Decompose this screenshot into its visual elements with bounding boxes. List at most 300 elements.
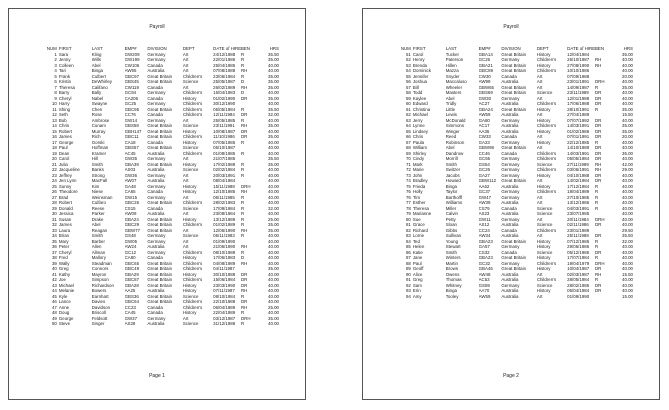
cell-hrs: 40.00: [268, 128, 279, 134]
cell-division: Australia: [147, 288, 165, 293]
cell-division: Germany: [501, 216, 520, 222]
cell-first-name: James: [58, 134, 72, 139]
cell-emp-number: AC53: [478, 277, 490, 282]
cell-ben: DR: [241, 134, 248, 139]
cell-date-of-hire: 12/10/1985: [213, 189, 236, 194]
cell-emp-number: GC26: [478, 57, 491, 62]
cell-dept: Children's: [536, 227, 557, 233]
cell-num: 43: [51, 282, 57, 288]
cell-emp-number: GW36: [124, 172, 138, 178]
cell-first-name: Kaylee: [412, 95, 427, 101]
cell-first-name: Edward: [412, 101, 428, 106]
cell-first-name: Joshua: [412, 79, 428, 84]
cell-dept: Art: [182, 84, 189, 90]
cell-date-of-hire: 23/11/1991: [213, 123, 235, 128]
cell-division: Great Britain: [501, 62, 527, 68]
cell-dept: Children's: [536, 68, 557, 73]
cell-date-of-hire: 11/10/1986: [213, 134, 235, 139]
cell-first-name: Brian: [58, 233, 70, 238]
cell-emp-number: GW05: [124, 238, 138, 244]
cell-emp-number: CC76: [124, 112, 136, 117]
cell-ben: DR: [595, 134, 602, 139]
cell-dept: Science: [182, 123, 199, 128]
cell-emp-number: GW11: [478, 216, 491, 222]
cell-dept: Science: [536, 90, 553, 95]
cell-hrs: 35.00: [268, 266, 279, 271]
cell-hrs: 40.00: [622, 222, 633, 227]
cell-hrs: 40.00: [268, 101, 279, 106]
cell-first-name: Seth: [58, 112, 68, 117]
cell-num: 75: [405, 183, 411, 189]
cell-emp-number: GS48: [124, 233, 136, 238]
cell-ben: R: [241, 321, 245, 326]
cell-emp-number: GBC26: [124, 200, 140, 205]
cell-last-name: Simpson: [91, 277, 109, 282]
cell-emp-number: CC24: [478, 227, 490, 233]
cell-division: Great Britain: [147, 123, 173, 128]
column-header-ben: BEN: [595, 46, 605, 51]
cell-first-name: Frank: [58, 73, 71, 79]
cell-dept: Art: [182, 57, 189, 62]
cell-division: Australia: [501, 112, 519, 117]
cell-ben: RH: [241, 123, 248, 128]
cell-first-name: Katie: [412, 249, 423, 255]
cell-first-name: Marianne: [412, 211, 432, 216]
cell-num: 79: [405, 211, 411, 216]
cell-first-name: Frieda: [412, 183, 426, 189]
cell-last-name: Abel: [445, 95, 455, 101]
cell-hrs: 40.00: [268, 189, 279, 194]
cell-last-name: Abel: [445, 145, 455, 150]
cell-hrs: 35.00: [268, 315, 279, 321]
cell-emp-number: GBA24: [124, 216, 139, 222]
cell-dept: History: [182, 288, 197, 293]
cell-num: 49: [51, 315, 57, 321]
cell-num: 54: [405, 68, 411, 73]
cell-last-name: Simmons: [445, 123, 465, 128]
cell-dept: Children's: [182, 112, 203, 117]
cell-date-of-hire: 05/12/1986: [567, 249, 590, 255]
cell-first-name: Tari: [58, 68, 66, 73]
cell-first-name: Christina: [412, 106, 431, 112]
cell-first-name: Brad: [58, 194, 69, 200]
cell-date-of-hire: 31/12/1988: [213, 321, 236, 326]
cell-hrs: 35.00: [622, 128, 633, 134]
cell-num: 88: [405, 260, 411, 266]
table-row: [34, 321, 279, 327]
cell-emp-number: GBS57: [124, 145, 139, 150]
cell-hrs: 40.00: [622, 249, 633, 255]
cell-hrs: 15.50: [622, 271, 633, 277]
cell-dept: Art: [182, 244, 189, 249]
cell-hrs: 40.00: [268, 194, 279, 200]
cell-num: 93: [405, 288, 411, 293]
cell-hrs: 40.00: [622, 244, 633, 249]
cell-emp-number: AW99: [478, 79, 491, 84]
cell-first-name: Lorrie: [412, 233, 425, 238]
cell-dept: Science: [536, 222, 553, 227]
cell-emp-number: AS03: [124, 167, 136, 172]
cell-dept: History: [536, 183, 551, 189]
cell-division: Canada: [147, 205, 163, 211]
cell-dept: Children's: [182, 101, 203, 106]
cell-num: 78: [405, 205, 411, 211]
cell-first-name: Sunny: [58, 183, 72, 189]
cell-dept: History: [182, 282, 197, 288]
cell-ben: R: [241, 194, 245, 200]
cell-date-of-hire: 13/12/1989: [213, 216, 236, 222]
cell-hrs: 35.00: [268, 95, 279, 101]
cell-ben: R: [595, 84, 599, 90]
cell-ben: D: [241, 79, 245, 84]
cell-hrs: 40.00: [622, 183, 633, 189]
cell-division: Germany: [147, 101, 166, 106]
cell-emp-number: AC45: [124, 150, 136, 156]
cell-first-name: Theresa: [412, 205, 429, 211]
cell-ben: RH: [241, 68, 248, 73]
cell-hrs: 35.00: [268, 57, 279, 62]
cell-ben: RH: [595, 271, 602, 277]
cell-division: Germany: [147, 315, 166, 321]
cell-division: Australia: [501, 271, 519, 277]
cell-emp-number: AW59: [478, 112, 491, 117]
cell-last-name: Maccaluso: [445, 79, 467, 84]
cell-last-name: Paterson: [445, 57, 464, 62]
cell-dept: History: [182, 189, 197, 194]
cell-ben: DR: [595, 101, 602, 106]
cell-dept: Art: [182, 178, 189, 183]
cell-emp-number: GC56: [478, 156, 491, 161]
cell-hrs: 35.00: [622, 51, 633, 57]
cell-first-name: Jennifer: [412, 73, 429, 79]
cell-last-name: Reagan: [91, 227, 108, 233]
cell-date-of-hire: 10/08/1987: [213, 128, 236, 134]
cell-ben: R: [241, 211, 245, 216]
cell-ben: R: [241, 293, 245, 299]
cell-hrs: 15.00: [622, 293, 633, 299]
cell-first-name: Dean: [58, 150, 70, 156]
cell-num: 86: [405, 249, 411, 255]
cell-num: 46: [51, 299, 57, 304]
cell-last-name: Smith: [445, 249, 457, 255]
cell-division: Great Britain: [147, 293, 173, 299]
cell-date-of-hire: 12/04/1984: [567, 51, 590, 57]
cell-date-of-hire: 01/09/1990: [213, 238, 236, 244]
page-title: Payroll: [149, 24, 165, 30]
cell-date-of-hire: 04/11/1987: [213, 266, 235, 271]
cell-first-name: Chris: [58, 123, 70, 128]
cell-last-name: Owens: [445, 271, 460, 277]
cell-division: Great Britain: [147, 216, 173, 222]
cell-first-name: Alice: [412, 271, 423, 277]
cell-last-name: Bartholff: [445, 194, 463, 200]
cell-ben: RH: [595, 161, 602, 167]
cell-dept: History: [536, 117, 551, 123]
cell-date-of-hire: 05/10/1987: [213, 145, 236, 150]
cell-dept: Art: [536, 73, 543, 79]
cell-num: 70: [405, 156, 411, 161]
column-header-hrs: HRS: [269, 46, 279, 51]
cell-first-name: Bradley: [412, 178, 428, 183]
cell-emp-number: AW95: [124, 68, 137, 73]
cell-first-name: John: [412, 172, 423, 178]
cell-division: Great Britain: [501, 238, 527, 244]
cell-num: 74: [405, 178, 411, 183]
cell-last-name: Murray: [91, 128, 106, 134]
cell-ben: R: [241, 233, 245, 238]
cell-emp-number: GBS69: [478, 90, 493, 95]
cell-num: 71: [405, 161, 411, 167]
cell-num: 50: [51, 321, 57, 326]
cell-emp-number: GW15: [124, 194, 138, 200]
cell-first-name: Melanie: [58, 288, 75, 293]
cell-last-name: Morrill: [445, 156, 458, 161]
cell-division: Germany: [501, 172, 520, 178]
cell-hrs: 40.00: [622, 139, 633, 145]
cell-first-name: William: [412, 145, 427, 150]
cell-ben: R: [241, 57, 245, 62]
cell-last-name: Hoffman: [91, 145, 109, 150]
cell-first-name: Jerry: [412, 117, 423, 123]
cell-first-name: Sam: [412, 282, 422, 288]
cell-ben: DR: [595, 128, 602, 134]
cell-last-name: Nabel: [91, 95, 104, 101]
cell-last-name: Parker: [91, 211, 105, 216]
cell-hrs: 35.00: [622, 123, 633, 128]
cell-dept: History: [182, 310, 197, 315]
cell-division: Great Britain: [147, 161, 173, 167]
column-header-dept: DEPT: [182, 46, 195, 51]
cell-ben: R: [241, 216, 245, 222]
cell-ben: R: [595, 189, 599, 194]
cell-date-of-hire: 01/02/1986: [567, 128, 590, 134]
cell-first-name: Sara: [58, 51, 69, 57]
cell-num: 67: [405, 139, 411, 145]
cell-first-name: Paul: [58, 145, 68, 150]
cell-hrs: 40.00: [268, 299, 279, 304]
table-body: [388, 52, 633, 300]
cell-ben: RH: [595, 167, 602, 172]
cell-hrs: 40.00: [622, 156, 633, 161]
cell-dept: Art: [536, 178, 543, 183]
cell-division: Great Britain: [501, 84, 527, 90]
cell-num: 76: [405, 194, 411, 200]
cell-ben: R: [241, 222, 245, 227]
table-row: [34, 167, 279, 173]
cell-ben: DRH: [595, 79, 605, 84]
cell-last-name: Gorski: [91, 139, 105, 145]
cell-date-of-hire: 07/09/1988: [567, 73, 590, 79]
cell-first-name: Carol: [58, 156, 70, 161]
cell-num: 9: [54, 95, 57, 101]
cell-ben: R: [241, 106, 245, 112]
cell-division: Germany: [147, 172, 166, 178]
cell-ben: DRH: [241, 183, 251, 189]
cell-hrs: 35.00: [268, 161, 279, 167]
cell-emp-number: CS79: [478, 205, 490, 211]
cell-ben: R: [595, 194, 599, 200]
cell-division: Canada: [147, 84, 163, 90]
cell-first-name: Brenda: [412, 62, 428, 68]
cell-first-name: Tim: [412, 194, 420, 200]
cell-date-of-hire: 01/02/1989: [213, 222, 236, 227]
cell-first-name: Henry: [412, 57, 425, 62]
column-header-dept: DEPT: [536, 46, 549, 51]
cell-date-of-hire: 02/02/1984: [213, 167, 236, 172]
cell-emp-number: GBA46: [478, 266, 493, 271]
cell-date-of-hire: 12/01/1988: [567, 95, 590, 101]
cell-ben: DR: [595, 145, 602, 150]
cell-date-of-hire: 25/04/1985: [213, 62, 236, 68]
cell-dept: History: [182, 161, 197, 167]
cell-dept: Children's: [182, 90, 203, 95]
cell-emp-number: AA62: [478, 183, 490, 189]
cell-num: 42: [51, 277, 57, 282]
cell-num: 91: [405, 277, 411, 282]
cell-emp-number: CW106: [124, 62, 140, 68]
cell-last-name: Hillen: [445, 62, 457, 68]
cell-ben: DR: [241, 128, 248, 134]
cell-date-of-hire: 23/11/1989: [567, 90, 589, 95]
cell-hrs: 40.00: [268, 249, 279, 255]
cell-first-name: Cheryl: [58, 95, 72, 101]
cell-date-of-hire: 07/05/1985: [213, 139, 236, 145]
cell-last-name: Kim: [91, 183, 100, 189]
cell-hrs: 35.50: [268, 51, 279, 57]
cell-hrs: 40.00: [268, 244, 279, 249]
cell-date-of-hire: 14/09/1987: [567, 84, 590, 90]
cell-date-of-hire: 06/04/1989: [213, 304, 236, 310]
cell-first-name: Jeffrey: [58, 172, 72, 178]
cell-hrs: 40.00: [268, 68, 279, 73]
cell-division: Canada: [147, 95, 163, 101]
cell-first-name: Robert: [58, 200, 73, 205]
cell-date-of-hire: 14/03/1991: [567, 150, 590, 156]
cell-first-name: Helen: [412, 244, 425, 249]
cell-hrs: 35.00: [268, 84, 279, 90]
cell-num: 56: [405, 79, 411, 84]
cell-last-name: Little: [445, 106, 456, 112]
cell-emp-number: GBC29: [124, 222, 140, 227]
cell-num: 61: [405, 106, 411, 112]
cell-division: Great Britain: [147, 222, 173, 227]
column-header-division: DIVISION: [501, 46, 521, 51]
cell-first-name: Dominick: [412, 68, 431, 73]
cell-emp-number: GBS36: [124, 293, 139, 299]
cell-hrs: 40.00: [622, 194, 633, 200]
table-row: [34, 79, 279, 85]
cell-num: 80: [405, 216, 411, 222]
cell-dept: Art: [536, 194, 543, 200]
cell-emp-number: GBA14: [478, 51, 493, 57]
cell-date-of-hire: 17/06/1988: [567, 101, 590, 106]
cell-emp-number: GW35: [124, 156, 138, 161]
cell-dept: Art: [182, 194, 189, 200]
cell-last-name: Howard: [445, 178, 461, 183]
table-row: [388, 178, 633, 184]
cell-dept: Art: [182, 117, 189, 123]
cell-num: 92: [405, 282, 411, 288]
cell-date-of-hire: 15/06/1984: [213, 277, 236, 282]
cell-emp-number: AA35: [478, 128, 490, 134]
cell-date-of-hire: 08/10/1988: [213, 249, 236, 255]
cell-num: 8: [54, 90, 57, 95]
cell-last-name: Snyder: [445, 73, 460, 79]
cell-last-name: Swayne: [91, 101, 108, 106]
cell-ben: DR: [241, 271, 248, 277]
cell-last-name: Feldsott: [91, 315, 108, 321]
cell-first-name: Mary: [58, 238, 69, 244]
cell-num: 53: [405, 62, 411, 68]
cell-ben: DR: [241, 282, 248, 288]
cell-dept: Art: [536, 216, 543, 222]
cell-date-of-hire: 10/04/1987: [567, 266, 590, 271]
cell-date-of-hire: 30/12/1990: [213, 101, 236, 106]
cell-emp-number: GW47: [478, 194, 492, 200]
cell-num: 48: [51, 310, 57, 315]
cell-division: Germany: [501, 117, 520, 123]
cell-date-of-hire: 23/06/1984: [213, 73, 236, 79]
cell-ben: R: [595, 139, 599, 145]
cell-date-of-hire: 07/07/1992: [567, 117, 590, 123]
cell-hrs: 40.00: [622, 101, 633, 106]
cell-dept: Science: [536, 161, 553, 167]
cell-division: Australia: [147, 167, 165, 172]
cell-last-name: Robinson: [445, 139, 465, 145]
cell-division: Australia: [501, 101, 519, 106]
cell-last-name: Abel: [91, 62, 101, 68]
cell-dept: Children's: [536, 189, 557, 194]
cell-num: 19: [51, 150, 57, 156]
cell-dept: Children's: [536, 57, 557, 62]
cell-last-name: Binga: [445, 288, 457, 293]
cell-dept: Children's: [182, 73, 203, 79]
cell-ben: R: [241, 73, 245, 79]
cell-hrs: 40.00: [622, 266, 633, 271]
cell-dept: Children's: [182, 304, 203, 310]
cell-ben: DR: [241, 95, 248, 101]
cell-hrs: 40.00: [622, 288, 633, 293]
cell-hrs: 40.00: [268, 310, 279, 315]
cell-last-name: Binga: [91, 68, 103, 73]
cell-emp-number: CS15: [124, 205, 136, 211]
cell-division: Germany: [147, 156, 166, 161]
cell-emp-number: GBA39: [124, 161, 139, 167]
table-row: [34, 189, 279, 195]
cell-num: 45: [51, 293, 57, 299]
cell-dept: History: [182, 216, 197, 222]
cell-emp-number: GBC64: [124, 299, 140, 304]
cell-last-name: Drake: [91, 216, 104, 222]
cell-num: 15: [51, 128, 57, 134]
cell-first-name: Jane: [412, 255, 423, 260]
cell-first-name: Lindsey: [412, 128, 428, 134]
cell-date-of-hire: 01/02/1990: [213, 95, 236, 101]
cell-dept: History: [536, 266, 551, 271]
cell-first-name: Shirley: [412, 150, 427, 156]
cell-first-name: Barry: [58, 90, 70, 95]
cell-ben: R: [241, 249, 245, 255]
cell-first-name: Jessica: [58, 211, 74, 216]
cell-division: Germany: [501, 161, 520, 167]
table-row: [388, 79, 633, 85]
cell-hrs: 35.00: [622, 84, 633, 90]
cell-date-of-hire: 28/02/1986: [567, 282, 590, 288]
cell-num: 27: [51, 194, 57, 200]
cell-division: Great Britain: [501, 255, 527, 260]
cell-last-name: Tridly: [445, 101, 457, 106]
cell-date-of-hire: 04/03/1991: [567, 205, 590, 211]
